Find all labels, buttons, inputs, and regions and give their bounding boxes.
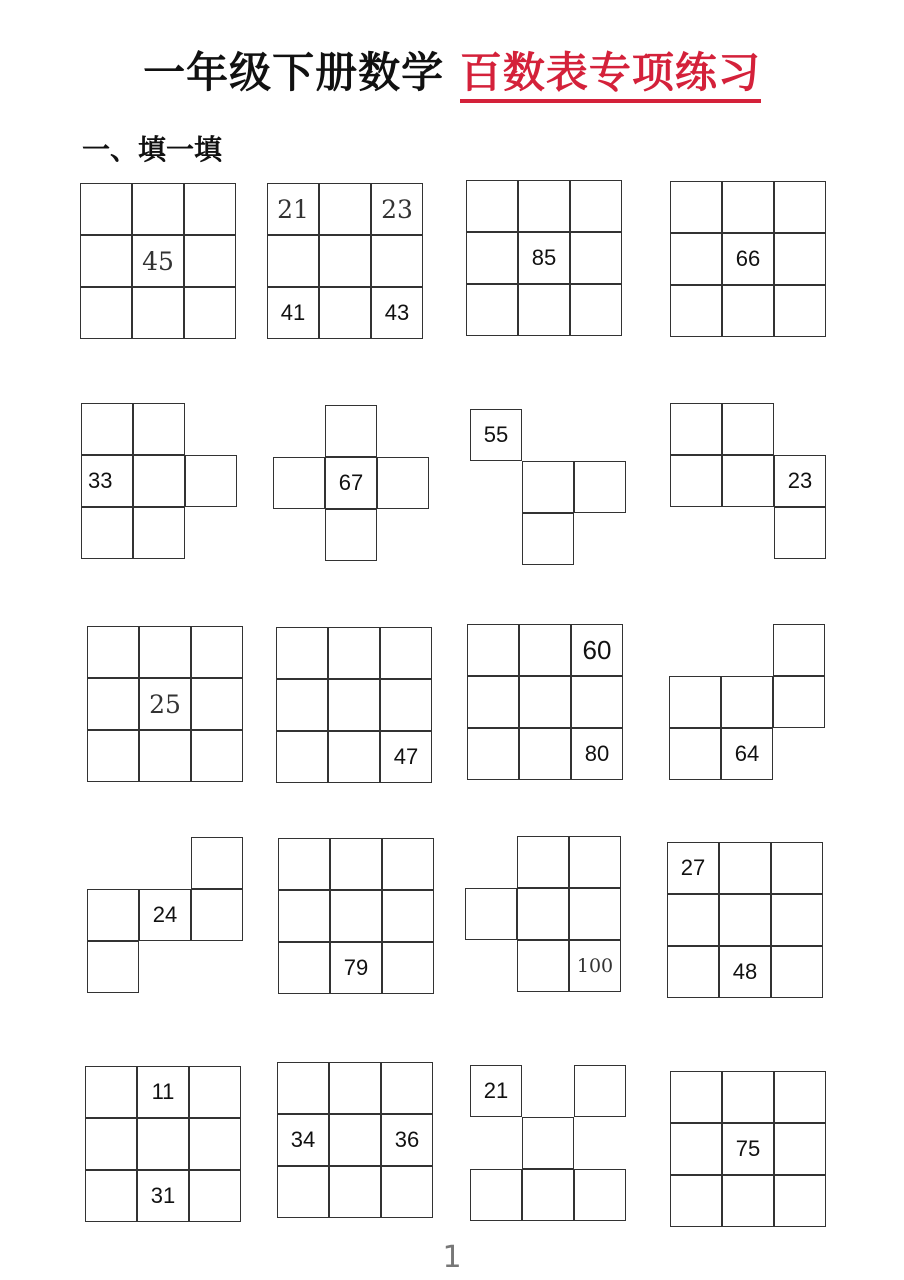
grid-cell[interactable] (722, 1175, 774, 1227)
grid-cell[interactable] (139, 626, 191, 678)
title-grade: 一年级下册数学 (143, 48, 445, 97)
grid-cell[interactable] (667, 946, 719, 998)
grid-cell[interactable] (569, 836, 621, 888)
grid-cell[interactable] (574, 461, 626, 513)
grid-cell-given: 23 (371, 183, 423, 235)
grid-cell[interactable] (670, 1071, 722, 1123)
grid-cell[interactable] (325, 405, 377, 457)
title-topic: 百数表专项练习 (460, 48, 761, 103)
grid-cell[interactable] (522, 1169, 574, 1221)
grid-cell-given: 27 (667, 842, 719, 894)
grid-cell[interactable] (189, 1118, 241, 1170)
grid-cell[interactable] (519, 624, 571, 676)
grid-cell[interactable] (670, 181, 722, 233)
grid-cell[interactable] (329, 1062, 381, 1114)
grid-cell[interactable] (667, 894, 719, 946)
section-heading: 一、填一填 (82, 133, 223, 166)
grid-cell-given: 24 (139, 889, 191, 941)
grid-cell[interactable] (329, 1166, 381, 1218)
grid-cell[interactable] (517, 836, 569, 888)
grid-cell[interactable] (774, 285, 826, 337)
grid-cell[interactable] (191, 730, 243, 782)
grid-cell[interactable] (267, 235, 319, 287)
grid-cell[interactable] (774, 181, 826, 233)
grid-cell[interactable] (277, 1166, 329, 1218)
grid-cell-given: 25 (139, 678, 191, 730)
grid-cell[interactable] (277, 1062, 329, 1114)
grid-cell-given: 64 (721, 728, 773, 780)
grid-cell[interactable] (517, 888, 569, 940)
grid-cell[interactable] (191, 626, 243, 678)
grid-cell[interactable] (518, 180, 570, 232)
grid-cell-given: 45 (132, 235, 184, 287)
grid-cell-given: 60 (571, 624, 623, 676)
grid-cell[interactable] (278, 942, 330, 994)
grid-cell[interactable] (722, 403, 774, 455)
grid-cell[interactable] (382, 942, 434, 994)
grid-cell[interactable] (381, 1166, 433, 1218)
grid-cell[interactable] (319, 183, 371, 235)
grid-cell[interactable] (517, 940, 569, 992)
grid-cell[interactable] (189, 1170, 241, 1222)
grid-cell[interactable] (722, 455, 774, 507)
grid-cell[interactable] (80, 235, 132, 287)
grid-cell-given: 75 (722, 1123, 774, 1175)
grid-cell[interactable] (85, 1066, 137, 1118)
grid-cell[interactable] (87, 730, 139, 782)
grid-cell[interactable] (330, 890, 382, 942)
grid-cell[interactable] (381, 1062, 433, 1114)
grid-cell-given: 33 (81, 455, 133, 507)
grid-cell[interactable] (522, 513, 574, 565)
grid-cell[interactable] (85, 1170, 137, 1222)
grid-cell-given: 80 (571, 728, 623, 780)
grid-cell[interactable] (80, 287, 132, 339)
grid-cell[interactable] (669, 676, 721, 728)
grid-cell[interactable] (132, 287, 184, 339)
grid-cell[interactable] (773, 624, 825, 676)
grid-cell[interactable] (669, 728, 721, 780)
grid-cell-given: 34 (277, 1114, 329, 1166)
grid-cell[interactable] (570, 232, 622, 284)
grid-cell[interactable] (574, 1169, 626, 1221)
grid-cell[interactable] (466, 180, 518, 232)
grid-cell[interactable] (670, 233, 722, 285)
grid-cell[interactable] (184, 183, 236, 235)
grid-cell-given: 41 (267, 287, 319, 339)
grid-cell[interactable] (719, 894, 771, 946)
grid-cell[interactable] (329, 1114, 381, 1166)
grid-cell[interactable] (191, 889, 243, 941)
grid-cell[interactable] (670, 285, 722, 337)
grid-cell[interactable] (191, 837, 243, 889)
grid-cell[interactable] (328, 679, 380, 731)
grid-cell[interactable] (467, 624, 519, 676)
grid-cell[interactable] (133, 507, 185, 559)
grid-cell[interactable] (467, 676, 519, 728)
grid-cell[interactable] (670, 1175, 722, 1227)
grid-cell-given: 55 (470, 409, 522, 461)
grid-cell[interactable] (670, 403, 722, 455)
grid-cell[interactable] (774, 233, 826, 285)
grid-cell[interactable] (771, 946, 823, 998)
grid-cell[interactable] (278, 838, 330, 890)
grid-cell[interactable] (382, 838, 434, 890)
grid-cell[interactable] (81, 403, 133, 455)
grid-cell[interactable] (132, 183, 184, 235)
grid-cell[interactable] (81, 507, 133, 559)
grid-cell[interactable] (380, 627, 432, 679)
grid-cell[interactable] (371, 235, 423, 287)
grid-cell[interactable] (519, 728, 571, 780)
grid-cell[interactable] (722, 181, 774, 233)
grid-cell[interactable] (774, 1071, 826, 1123)
grid-cell[interactable] (184, 287, 236, 339)
grid-cell[interactable] (87, 678, 139, 730)
grid-cell[interactable] (771, 894, 823, 946)
grid-cell[interactable] (328, 627, 380, 679)
grid-cell[interactable] (722, 1071, 774, 1123)
grid-cell[interactable] (276, 731, 328, 783)
grid-cell[interactable] (722, 285, 774, 337)
grid-cell-given: 36 (381, 1114, 433, 1166)
grid-cell[interactable] (519, 676, 571, 728)
grid-cell[interactable] (670, 455, 722, 507)
grid-cell[interactable] (87, 941, 139, 993)
page-title (0, 40, 904, 100)
grid-cell[interactable] (330, 838, 382, 890)
grid-cell[interactable] (278, 890, 330, 942)
grid-cell-given: 48 (719, 946, 771, 998)
grid-cell[interactable] (273, 457, 325, 509)
grid-cell[interactable] (380, 679, 432, 731)
grid-cell[interactable] (467, 728, 519, 780)
grid-cell[interactable] (571, 676, 623, 728)
grid-cell[interactable] (774, 1175, 826, 1227)
grid-cell[interactable] (276, 627, 328, 679)
grid-cell[interactable] (470, 1169, 522, 1221)
grid-cell[interactable] (85, 1118, 137, 1170)
grid-cell-given: 79 (330, 942, 382, 994)
grid-cell[interactable] (721, 676, 773, 728)
grid-cell[interactable] (774, 507, 826, 559)
grid-cell-given: 47 (380, 731, 432, 783)
grid-cell[interactable] (191, 678, 243, 730)
grid-cell[interactable] (189, 1066, 241, 1118)
grid-cell[interactable] (518, 284, 570, 336)
page-number: 1 (442, 1240, 462, 1275)
grid-cell[interactable] (377, 457, 429, 509)
grid-cell[interactable] (325, 509, 377, 561)
grid-cell-given: 67 (325, 457, 377, 509)
grid-cell[interactable] (185, 455, 237, 507)
grid-cell[interactable] (522, 1117, 574, 1169)
grid-cell-given: 85 (518, 232, 570, 284)
grid-cell-given: 23 (774, 455, 826, 507)
grid-cell[interactable] (137, 1118, 189, 1170)
grid-cell[interactable] (773, 676, 825, 728)
grid-cell-given: 100 (569, 940, 621, 992)
grid-cell[interactable] (382, 890, 434, 942)
grid-cell[interactable] (80, 183, 132, 235)
grid-cell[interactable] (328, 731, 380, 783)
grid-cell[interactable] (570, 284, 622, 336)
grid-cell-given: 21 (470, 1065, 522, 1117)
grid-cell-given: 21 (267, 183, 319, 235)
grid-cell[interactable] (466, 284, 518, 336)
grid-cell[interactable] (466, 232, 518, 284)
grid-cell[interactable] (319, 235, 371, 287)
grid-cell[interactable] (774, 1123, 826, 1175)
grid-cell[interactable] (574, 1065, 626, 1117)
grid-cell[interactable] (276, 679, 328, 731)
grid-cell[interactable] (133, 403, 185, 455)
grid-cell[interactable] (133, 455, 185, 507)
grid-cell-given: 31 (137, 1170, 189, 1222)
grid-cell[interactable] (87, 889, 139, 941)
grid-cell[interactable] (771, 842, 823, 894)
grid-cell[interactable] (465, 888, 517, 940)
grid-cell-given: 66 (722, 233, 774, 285)
grid-cell[interactable] (139, 730, 191, 782)
grid-cell[interactable] (184, 235, 236, 287)
grid-cell-given: 43 (371, 287, 423, 339)
grid-cell[interactable] (522, 461, 574, 513)
grid-cell[interactable] (87, 626, 139, 678)
grid-cell-given: 11 (137, 1066, 189, 1118)
grid-cell[interactable] (570, 180, 622, 232)
grid-cell[interactable] (719, 842, 771, 894)
grid-cell[interactable] (670, 1123, 722, 1175)
grid-cell[interactable] (569, 888, 621, 940)
grid-cell[interactable] (319, 287, 371, 339)
